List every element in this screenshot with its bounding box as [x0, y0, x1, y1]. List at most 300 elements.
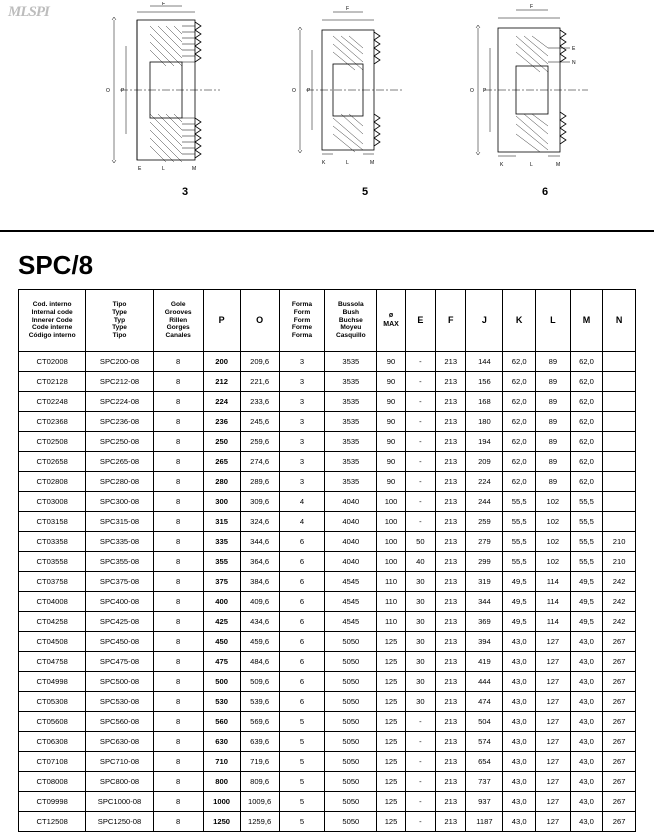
table-cell: 8 — [153, 512, 203, 532]
table-row — [19, 732, 636, 752]
table-cell: 213 — [436, 672, 466, 692]
table-cell: 3 — [279, 352, 325, 372]
table-cell: 8 — [153, 412, 203, 432]
table-cell: 8 — [153, 372, 203, 392]
table-cell: 209,6 — [240, 352, 279, 372]
svg-text:P: P — [307, 88, 311, 94]
table-cell: 221,6 — [240, 372, 279, 392]
table-cell: CT03158 — [19, 512, 86, 532]
table-cell: 267 — [603, 672, 636, 692]
table-cell: 210 — [603, 552, 636, 572]
table-cell: 5050 — [325, 632, 377, 652]
table-row — [19, 692, 636, 712]
table-cell: 213 — [436, 792, 466, 812]
table-cell: 43,0 — [503, 632, 536, 652]
table-cell: 8 — [153, 752, 203, 772]
table-cell: 4040 — [325, 532, 377, 552]
table-cell: 242 — [603, 592, 636, 612]
table-cell: 62,0 — [570, 432, 603, 452]
table-cell: 62,0 — [570, 392, 603, 412]
header-type: Tipo Type Typ Type Tipo — [86, 290, 153, 352]
svg-text:K: K — [500, 162, 504, 168]
table-cell: - — [405, 712, 435, 732]
table-cell: CT03758 — [19, 572, 86, 592]
table-cell: 62,0 — [503, 432, 536, 452]
table-cell: 125 — [377, 752, 405, 772]
table-cell: 127 — [535, 632, 570, 652]
header-grooves: Gole Grooves Rillen Gorges Canales — [153, 290, 203, 352]
table-cell: 500 — [203, 672, 240, 692]
table-cell: 267 — [603, 752, 636, 772]
table-cell: 43,0 — [570, 652, 603, 672]
table-cell: 3535 — [325, 412, 377, 432]
table-cell: 8 — [153, 712, 203, 732]
table-cell: CT09998 — [19, 792, 86, 812]
table-cell: 62,0 — [503, 352, 536, 372]
table-cell: 125 — [377, 712, 405, 732]
table-cell: 213 — [436, 712, 466, 732]
table-cell: 194 — [466, 432, 503, 452]
table-cell: 309,6 — [240, 492, 279, 512]
table-cell: 324,6 — [240, 512, 279, 532]
table-cell: 213 — [436, 552, 466, 572]
table-cell: CT03558 — [19, 552, 86, 572]
table-cell: 213 — [436, 572, 466, 592]
table-cell: 5050 — [325, 812, 377, 832]
svg-text:F: F — [162, 2, 166, 7]
table-cell: 3 — [279, 432, 325, 452]
table-cell: 1250 — [203, 812, 240, 832]
table-cell — [603, 452, 636, 472]
table-cell: 509,6 — [240, 672, 279, 692]
table-cell: 654 — [466, 752, 503, 772]
table-cell: SPC250-08 — [86, 432, 153, 452]
table-cell: SPC355-08 — [86, 552, 153, 572]
table-cell: SPC1000-08 — [86, 792, 153, 812]
table-cell: - — [405, 452, 435, 472]
table-row — [19, 792, 636, 812]
table-cell: 55,5 — [570, 492, 603, 512]
svg-text:P: P — [483, 88, 487, 94]
table-cell: 3535 — [325, 452, 377, 472]
table-cell: 574 — [466, 732, 503, 752]
table-cell: 560 — [203, 712, 240, 732]
table-cell: 43,0 — [503, 672, 536, 692]
table-cell: 8 — [153, 612, 203, 632]
table-cell: 89 — [535, 372, 570, 392]
table-cell: 49,5 — [503, 592, 536, 612]
table-cell: 800 — [203, 772, 240, 792]
table-cell: 180 — [466, 412, 503, 432]
table-cell: 1259,6 — [240, 812, 279, 832]
table-cell: 49,5 — [570, 592, 603, 612]
table-cell: 539,6 — [240, 692, 279, 712]
header-m: M — [570, 290, 603, 352]
table-cell: 100 — [377, 532, 405, 552]
table-cell: 213 — [436, 472, 466, 492]
technical-drawings-band — [0, 0, 654, 232]
table-cell: 43,0 — [503, 772, 536, 792]
table-cell: 213 — [436, 492, 466, 512]
table-cell: 1000 — [203, 792, 240, 812]
svg-text:L: L — [530, 162, 533, 168]
table-cell: 43,0 — [503, 712, 536, 732]
header-l: L — [535, 290, 570, 352]
table-cell: 30 — [405, 612, 435, 632]
specification-table — [18, 289, 636, 832]
table-cell: 233,6 — [240, 392, 279, 412]
table-cell: CT02248 — [19, 392, 86, 412]
table-cell: 49,5 — [570, 572, 603, 592]
table-row — [19, 772, 636, 792]
table-cell: 213 — [436, 812, 466, 832]
table-cell: 62,0 — [570, 472, 603, 492]
table-cell: 100 — [377, 552, 405, 572]
table-cell: 213 — [436, 692, 466, 712]
table-cell: 475 — [203, 652, 240, 672]
table-row — [19, 712, 636, 732]
table-cell: 4040 — [325, 492, 377, 512]
table-cell: 89 — [535, 352, 570, 372]
table-cell: 90 — [377, 352, 405, 372]
table-cell: SPC280-08 — [86, 472, 153, 492]
table-cell: 1009,6 — [240, 792, 279, 812]
table-cell: 213 — [436, 652, 466, 672]
svg-text:O: O — [292, 88, 296, 94]
table-cell: 355 — [203, 552, 240, 572]
table-cell: CT02008 — [19, 352, 86, 372]
table-cell: 30 — [405, 652, 435, 672]
svg-text:K: K — [322, 160, 326, 166]
table-cell: CT08008 — [19, 772, 86, 792]
table-cell: 504 — [466, 712, 503, 732]
table-cell: 5 — [279, 752, 325, 772]
table-cell: SPC335-08 — [86, 532, 153, 552]
table-cell: SPC1250-08 — [86, 812, 153, 832]
table-cell: 279 — [466, 532, 503, 552]
table-cell: 213 — [436, 372, 466, 392]
header-e: E — [405, 290, 435, 352]
header-form: Forma Form Form Forme Forma — [279, 290, 325, 352]
table-cell: 89 — [535, 432, 570, 452]
table-cell: SPC800-08 — [86, 772, 153, 792]
table-cell: 62,0 — [503, 412, 536, 432]
table-cell: 369 — [466, 612, 503, 632]
table-cell: 8 — [153, 672, 203, 692]
table-cell: 719,6 — [240, 752, 279, 772]
table-cell: 8 — [153, 352, 203, 372]
table-cell: 102 — [535, 532, 570, 552]
table-cell: 335 — [203, 532, 240, 552]
pulley-section-form-5 — [270, 2, 460, 182]
table-cell: 89 — [535, 392, 570, 412]
table-row — [19, 612, 636, 632]
table-cell: 6 — [279, 592, 325, 612]
table-cell: 434,6 — [240, 612, 279, 632]
table-cell: 30 — [405, 672, 435, 692]
table-cell: 8 — [153, 572, 203, 592]
svg-text:E: E — [572, 46, 576, 52]
figure-label-6: 6 — [541, 186, 549, 198]
table-cell: 90 — [377, 472, 405, 492]
table-cell: 127 — [535, 672, 570, 692]
table-cell: CT02808 — [19, 472, 86, 492]
table-cell: 409,6 — [240, 592, 279, 612]
table-cell: 213 — [436, 512, 466, 532]
table-cell: 110 — [377, 592, 405, 612]
table-cell: 8 — [153, 472, 203, 492]
table-cell: 125 — [377, 812, 405, 832]
table-cell: - — [405, 472, 435, 492]
table-cell: 90 — [377, 392, 405, 412]
table-cell: CT04008 — [19, 592, 86, 612]
table-cell: 55,5 — [570, 512, 603, 532]
table-cell: 213 — [436, 452, 466, 472]
table-cell: 569,6 — [240, 712, 279, 732]
table-cell: 43,0 — [503, 732, 536, 752]
table-cell: CT03008 — [19, 492, 86, 512]
table-row — [19, 552, 636, 572]
table-cell: 6 — [279, 572, 325, 592]
table-cell: 3 — [279, 452, 325, 472]
table-cell: 62,0 — [503, 452, 536, 472]
table-cell: 3 — [279, 412, 325, 432]
table-row — [19, 672, 636, 692]
table-cell: 280 — [203, 472, 240, 492]
table-cell: 90 — [377, 372, 405, 392]
table-cell: - — [405, 732, 435, 752]
table-cell: SPC425-08 — [86, 612, 153, 632]
table-cell: 43,0 — [570, 752, 603, 772]
table-cell: SPC224-08 — [86, 392, 153, 412]
table-cell: 267 — [603, 732, 636, 752]
table-cell: 102 — [535, 492, 570, 512]
table-cell: CT04998 — [19, 672, 86, 692]
table-cell: 474 — [466, 692, 503, 712]
header-p: P — [203, 290, 240, 352]
table-cell: 400 — [203, 592, 240, 612]
table-cell: - — [405, 492, 435, 512]
table-cell: 8 — [153, 792, 203, 812]
table-cell: 6 — [279, 612, 325, 632]
table-cell: 213 — [436, 752, 466, 772]
table-row — [19, 752, 636, 772]
table-cell: 259,6 — [240, 432, 279, 452]
table-cell: 3535 — [325, 392, 377, 412]
table-cell: 62,0 — [503, 472, 536, 492]
table-row — [19, 572, 636, 592]
table-cell: 8 — [153, 692, 203, 712]
table-cell: 289,6 — [240, 472, 279, 492]
table-cell: SPC315-08 — [86, 512, 153, 532]
table-cell: - — [405, 512, 435, 532]
header-bush: Bussola Bush Buchse Moyeu Casquillo — [325, 290, 377, 352]
table-cell: 43,0 — [570, 632, 603, 652]
table-row — [19, 472, 636, 492]
table-cell: 344,6 — [240, 532, 279, 552]
table-cell: 267 — [603, 792, 636, 812]
table-cell — [603, 392, 636, 412]
table-cell: 213 — [436, 592, 466, 612]
table-cell: 43,0 — [570, 732, 603, 752]
table-cell: SPC475-08 — [86, 652, 153, 672]
table-cell: SPC500-08 — [86, 672, 153, 692]
table-cell: 125 — [377, 692, 405, 712]
table-cell: - — [405, 792, 435, 812]
table-cell: CT04258 — [19, 612, 86, 632]
header-f: F — [436, 290, 466, 352]
table-cell: 444 — [466, 672, 503, 692]
table-cell: 425 — [203, 612, 240, 632]
figure-label-5: 5 — [361, 186, 369, 198]
svg-text:M: M — [556, 162, 561, 168]
table-cell: 89 — [535, 412, 570, 432]
table-cell: 127 — [535, 752, 570, 772]
table-cell: 5050 — [325, 712, 377, 732]
table-cell: 5050 — [325, 652, 377, 672]
table-cell: 242 — [603, 572, 636, 592]
table-row — [19, 532, 636, 552]
table-cell: - — [405, 372, 435, 392]
table-cell: 344 — [466, 592, 503, 612]
table-cell: 102 — [535, 552, 570, 572]
table-cell: SPC200-08 — [86, 352, 153, 372]
table-cell: 30 — [405, 572, 435, 592]
table-cell: 30 — [405, 632, 435, 652]
pulley-section-form-6 — [450, 2, 640, 182]
svg-text:M: M — [192, 166, 197, 172]
table-row — [19, 372, 636, 392]
table-cell: 209 — [466, 452, 503, 472]
table-row — [19, 632, 636, 652]
table-cell: 89 — [535, 452, 570, 472]
table-cell: 245,6 — [240, 412, 279, 432]
table-cell: CT02658 — [19, 452, 86, 472]
table-cell: 55,5 — [570, 552, 603, 572]
table-cell — [603, 412, 636, 432]
table-cell: 364,6 — [240, 552, 279, 572]
table-cell: 8 — [153, 492, 203, 512]
svg-text:O: O — [106, 88, 110, 94]
table-cell: 62,0 — [503, 372, 536, 392]
table-cell: 43,0 — [503, 752, 536, 772]
table-body — [19, 352, 636, 832]
table-cell: 100 — [377, 492, 405, 512]
table-cell: 49,5 — [570, 612, 603, 632]
table-cell: 90 — [377, 412, 405, 432]
table-cell: 5050 — [325, 772, 377, 792]
table-cell: 8 — [153, 732, 203, 752]
table-cell: 213 — [436, 632, 466, 652]
table-cell: 315 — [203, 512, 240, 532]
table-cell — [603, 472, 636, 492]
table-cell: 244 — [466, 492, 503, 512]
table-cell: 55,5 — [503, 552, 536, 572]
table-cell: 1187 — [466, 812, 503, 832]
svg-text:L: L — [346, 160, 349, 166]
table-cell: CT04758 — [19, 652, 86, 672]
table-cell: 127 — [535, 652, 570, 672]
table-cell: 8 — [153, 652, 203, 672]
table-row — [19, 392, 636, 412]
svg-text:F: F — [530, 4, 534, 10]
header-k: K — [503, 290, 536, 352]
table-cell: - — [405, 392, 435, 412]
table-cell — [603, 512, 636, 532]
table-cell: 127 — [535, 712, 570, 732]
table-row — [19, 412, 636, 432]
table-cell: 125 — [377, 672, 405, 692]
table-row — [19, 652, 636, 672]
table-cell: 8 — [153, 532, 203, 552]
table-row — [19, 492, 636, 512]
table-cell: CT07108 — [19, 752, 86, 772]
table-cell: 50 — [405, 532, 435, 552]
table-cell: 5050 — [325, 692, 377, 712]
table-cell: 213 — [436, 392, 466, 412]
table-cell: 267 — [603, 812, 636, 832]
table-cell: 809,6 — [240, 772, 279, 792]
table-cell: 300 — [203, 492, 240, 512]
table-cell: 6 — [279, 692, 325, 712]
table-cell: 4545 — [325, 592, 377, 612]
table-cell: 737 — [466, 772, 503, 792]
table-cell: 937 — [466, 792, 503, 812]
table-cell: CT05608 — [19, 712, 86, 732]
table-cell: 259 — [466, 512, 503, 532]
table-cell: 89 — [535, 472, 570, 492]
table-cell: 4040 — [325, 512, 377, 532]
table-cell: 156 — [466, 372, 503, 392]
table-cell: 5 — [279, 772, 325, 792]
table-cell: 394 — [466, 632, 503, 652]
table-cell: 114 — [535, 572, 570, 592]
table-cell: 375 — [203, 572, 240, 592]
table-cell: 5050 — [325, 672, 377, 692]
table-cell: SPC375-08 — [86, 572, 153, 592]
table-row — [19, 352, 636, 372]
table-cell: 8 — [153, 812, 203, 832]
table-cell: 30 — [405, 692, 435, 712]
table-cell: 250 — [203, 432, 240, 452]
table-cell: 43,0 — [570, 772, 603, 792]
table-cell: CT02508 — [19, 432, 86, 452]
table-cell: 710 — [203, 752, 240, 772]
table-row — [19, 812, 636, 832]
table-cell: - — [405, 752, 435, 772]
table-cell: 3 — [279, 372, 325, 392]
header-j: J — [466, 290, 503, 352]
table-cell: 4545 — [325, 612, 377, 632]
header-n: N — [603, 290, 636, 352]
header-o: O — [240, 290, 279, 352]
table-cell: 3535 — [325, 352, 377, 372]
table-row — [19, 512, 636, 532]
table-cell: 43,0 — [503, 692, 536, 712]
svg-text:N: N — [572, 60, 576, 66]
table-cell: 55,5 — [570, 532, 603, 552]
table-row — [19, 592, 636, 612]
table-cell: 144 — [466, 352, 503, 372]
table-cell: 3 — [279, 392, 325, 412]
table-cell: 213 — [436, 532, 466, 552]
table-cell: 319 — [466, 572, 503, 592]
table-cell: 127 — [535, 692, 570, 712]
table-cell: 213 — [436, 732, 466, 752]
table-cell: CT05308 — [19, 692, 86, 712]
table-row — [19, 452, 636, 472]
header-diameter-max: ø MAX — [377, 290, 405, 352]
